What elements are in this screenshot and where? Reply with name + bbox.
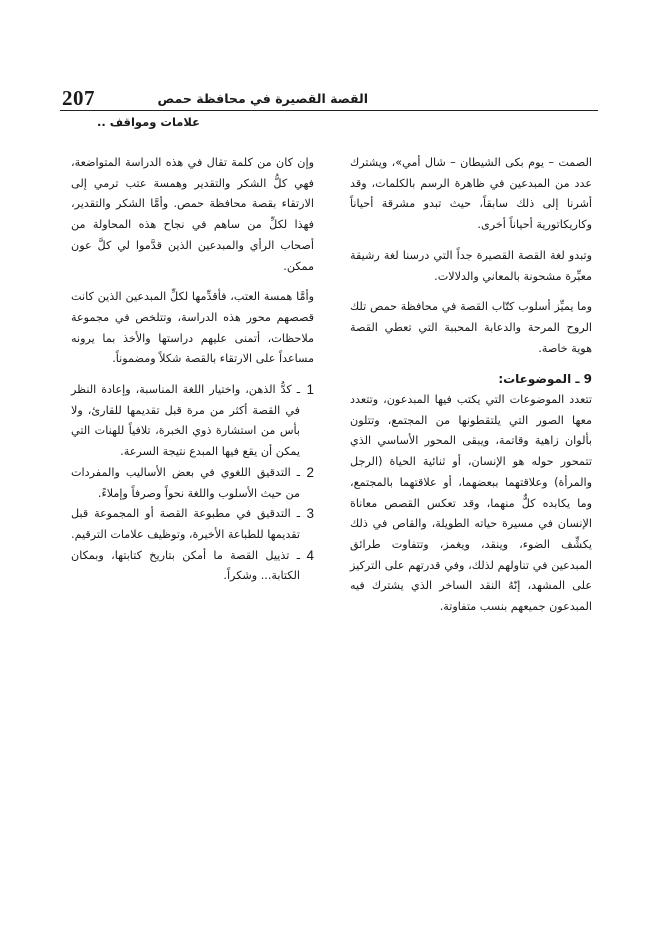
list-number: 1 xyxy=(306,382,314,398)
list-text: ـ التدقيق اللغوي في بعض الأساليب والمفردات من حيث الأسلوب واللغة نحواً وصرفاً وإملاءً. xyxy=(71,465,300,500)
list-text: ـ تذييل القصة ما أمكن بتاريخ كتابتها، وبمكان الكتابة... وشكراً. xyxy=(71,548,300,583)
list-item xyxy=(71,504,314,545)
page-number: 207 xyxy=(62,86,95,110)
right-column xyxy=(350,153,592,618)
list-item xyxy=(71,463,314,504)
paragraph: تتعدد الموضوعات التي يكتب فيها المبدعون، وتتعدد معها الصور التي يلتقطونها من المجتمع، وتتلون بألوان زاهية وقاتمة، ويبقى المحور الأساسي الذي تتمحور حوله هو الإنسان، أو ثنائية الحياة (الرجل والمرأة) وعلاقتهما ببعضهما، أو علاقتهما بالمجتمع، وما يكابده كلٌّ منهما، وقد تعكس القصص معاناة الإنسان في مسيرة حياته الطويلة، والقاص في ذلك يكشِّف الضوء، وينقد، ويغمز، وتتفاوت طرائق المبدعين في تناولهم لذلك، وفي قدرتهم على التركيز على المشهد، إنّهُ النقد الساخر الذي يشترك فيه المبدعون جميعهم بنسب متفاوتة. xyxy=(350,393,592,614)
section-title: علامات ومواقف .. xyxy=(97,115,200,129)
paragraph: الصمت – يوم بكى الشيطان – شال أمي»، ويشترك عدد من المبدعين في ظاهرة الرسم بالكلمات، وقد أشرنا إلى ذلك سابقاً، حيث تبدو مشرقة أحياناً وكاريكاتورية أحياناً أخرى. xyxy=(350,156,592,232)
left-column xyxy=(71,153,314,587)
header-rule xyxy=(60,110,598,111)
topics-heading: 9 ـ الموضوعات: xyxy=(498,372,592,387)
paragraph: وإن كان من كلمة تقال في هذه الدراسة المتواضعة، فهي كلُّ الشكر والتقدير وهمسة عتب ترمي إلى الارتقاء بقصة محافظة حمص. وأمَّا الشكر والتقدير، فهذا لكلِّ من ساهم في نجاح هذه المحاولة من أصحاب الرأي والمبدعين الذين قدَّموا لي كلَّ عون ممكن. xyxy=(71,156,314,273)
paragraph: وأمَّا همسة العتب، فأقدِّمها لكلِّ المبدعين الذين كانت قصصهم محور هذه الدراسة، وتتلخص في مجموعة ملاحظات، أتمنى عليهم دراستها والأخذ بما يرونه مساعداً على الارتقاء بالقصة شكلاً ومضموناً. xyxy=(71,290,314,366)
paragraph: وتبدو لغة القصة القصيرة جداً التي درسنا لغة رشيقة معبِّرة مشحونة بالمعاني والدلالات. xyxy=(350,248,592,283)
list-text: ـ كدُّ الذهن، واختيار اللغة المناسبة، وإعادة النظر في القصة أكثر من مرة قبل تقديمها للقارئ، ولا بأس من استشارة ذوي الخبرة، تلافياً للهنات التي يمكن أن يقع فيها المبدع نتيجة السرعة. xyxy=(71,383,300,459)
list-number: 3 xyxy=(306,506,314,522)
list-text: ـ التدقيق في مطبوعة القصة أو المجموعة قبل تقديمها للطباعة الأخيرة، وتوظيف علامات الترقيم. xyxy=(71,507,300,541)
paragraph: وما يميِّز أسلوب كتّاب القصة في محافظة حمص تلك الروح المرحة والدعابة المحببة التي تعطي القصة هوية خاصة. xyxy=(350,300,592,355)
list-number: 4 xyxy=(306,547,314,563)
list-item xyxy=(71,380,314,463)
list-item xyxy=(71,546,314,587)
list-number: 2 xyxy=(306,464,314,480)
running-title: القصة القصيرة في محافظة حمص xyxy=(157,91,368,106)
